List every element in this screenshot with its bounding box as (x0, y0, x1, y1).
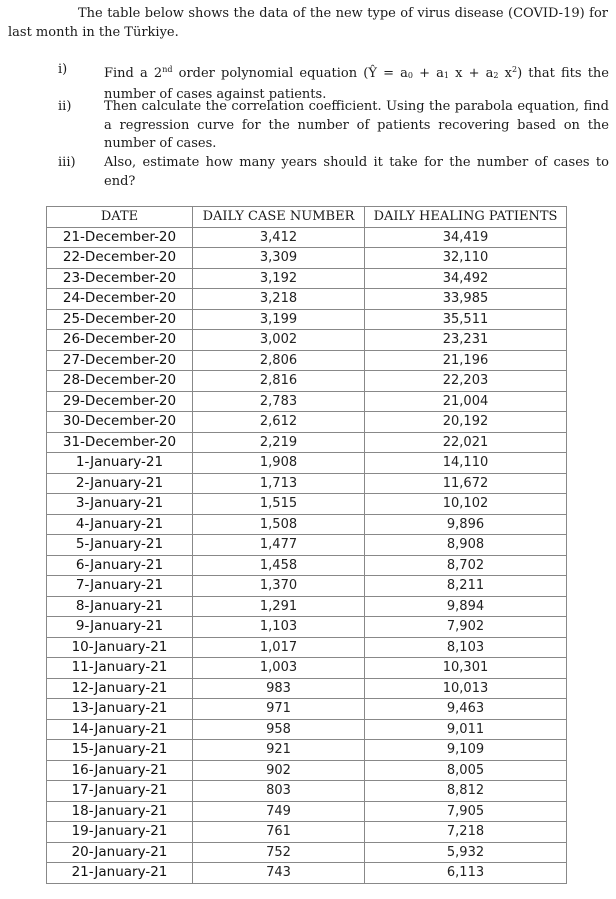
cell-daily-healing-patients: 21,196 (365, 350, 567, 371)
cell-daily-case-number: 1,458 (193, 555, 365, 576)
cell-date: 3-January-21 (47, 494, 193, 515)
table-row (47, 617, 567, 638)
cell-daily-healing-patients: 6,113 (365, 863, 567, 884)
table-row (47, 719, 567, 740)
table-row (47, 658, 567, 679)
cell-date: 17-January-21 (47, 781, 193, 802)
cell-daily-case-number: 1,908 (193, 453, 365, 474)
table-row (47, 494, 567, 515)
cell-daily-healing-patients: 8,211 (365, 576, 567, 597)
cell-date: 20-January-21 (47, 842, 193, 863)
cell-date: 5-January-21 (47, 535, 193, 556)
cell-daily-healing-patients: 8,908 (365, 535, 567, 556)
cell-date: 11-January-21 (47, 658, 193, 679)
cell-daily-healing-patients: 22,203 (365, 371, 567, 392)
intro-paragraph: The table below shows the data of the new type of virus disease (COVID-19) for last month in the Türkiye. (8, 6, 608, 40)
header-daily-case-number: DAILY CASE NUMBER (193, 207, 365, 228)
table-row (47, 535, 567, 556)
cell-daily-healing-patients: 8,103 (365, 637, 567, 658)
cell-date: 31-December-20 (47, 432, 193, 453)
table-row (47, 268, 567, 289)
cell-daily-healing-patients: 8,812 (365, 781, 567, 802)
table-header-row (47, 207, 567, 228)
table-row (47, 432, 567, 453)
cell-date: 10-January-21 (47, 637, 193, 658)
cell-daily-healing-patients: 5,932 (365, 842, 567, 863)
cell-daily-healing-patients: 9,894 (365, 596, 567, 617)
cell-daily-case-number: 2,806 (193, 350, 365, 371)
cell-date: 21-January-21 (47, 863, 193, 884)
cell-daily-healing-patients: 34,419 (365, 227, 567, 248)
question-2-number: ii) (58, 99, 72, 114)
cell-daily-healing-patients: 10,102 (365, 494, 567, 515)
table-row (47, 740, 567, 761)
cell-daily-healing-patients: 14,110 (365, 453, 567, 474)
cell-daily-healing-patients: 9,109 (365, 740, 567, 761)
cell-daily-healing-patients: 10,013 (365, 678, 567, 699)
cell-daily-case-number: 2,219 (193, 432, 365, 453)
cell-daily-case-number: 971 (193, 699, 365, 720)
table-row (47, 453, 567, 474)
cell-daily-case-number: 3,002 (193, 330, 365, 351)
table-row (47, 350, 567, 371)
question-1-number: i) (58, 62, 68, 77)
cell-date: 1-January-21 (47, 453, 193, 474)
cell-daily-case-number: 2,612 (193, 412, 365, 433)
cell-daily-case-number: 752 (193, 842, 365, 863)
cell-date: 30-December-20 (47, 412, 193, 433)
cell-date: 23-December-20 (47, 268, 193, 289)
cell-daily-case-number: 803 (193, 781, 365, 802)
table-row (47, 760, 567, 781)
cell-daily-case-number: 902 (193, 760, 365, 781)
table-row (47, 678, 567, 699)
cell-date: 24-December-20 (47, 289, 193, 310)
cell-daily-healing-patients: 35,511 (365, 309, 567, 330)
table-row (47, 822, 567, 843)
cell-date: 7-January-21 (47, 576, 193, 597)
cell-date: 8-January-21 (47, 596, 193, 617)
table-row (47, 637, 567, 658)
cell-daily-healing-patients: 7,218 (365, 822, 567, 843)
cell-daily-case-number: 2,816 (193, 371, 365, 392)
table-row (47, 371, 567, 392)
cell-date: 13-January-21 (47, 699, 193, 720)
cell-date: 27-December-20 (47, 350, 193, 371)
question-3-number: iii) (58, 155, 76, 170)
cell-date: 12-January-21 (47, 678, 193, 699)
cell-daily-case-number: 958 (193, 719, 365, 740)
cell-date: 22-December-20 (47, 248, 193, 269)
question-1-text: Find a 2nd order polynomial equation (Ŷ = a0 + a1 x + a2 $x^2$) that fits the number of cases against patients. (104, 65, 609, 102)
cell-daily-case-number: 3,199 (193, 309, 365, 330)
cell-daily-healing-patients: 7,902 (365, 617, 567, 638)
cell-daily-healing-patients: 9,463 (365, 699, 567, 720)
table-row (47, 227, 567, 248)
question-2-text: Then calculate the correlation coefficient. Using the parabola equation, find a regression curve for the number of patients recovering based on the number of cases. (104, 99, 609, 151)
table-row (47, 781, 567, 802)
table-row (47, 309, 567, 330)
cell-daily-healing-patients: 33,985 (365, 289, 567, 310)
cell-date: 16-January-21 (47, 760, 193, 781)
cell-daily-healing-patients: 23,231 (365, 330, 567, 351)
cell-daily-case-number: 921 (193, 740, 365, 761)
cell-daily-case-number: 749 (193, 801, 365, 822)
cell-date: 4-January-21 (47, 514, 193, 535)
cell-daily-case-number: 1,515 (193, 494, 365, 515)
cell-daily-healing-patients: 9,011 (365, 719, 567, 740)
cell-daily-healing-patients: 32,110 (365, 248, 567, 269)
cell-daily-case-number: 1,713 (193, 473, 365, 494)
table-row (47, 801, 567, 822)
cell-date: 21-December-20 (47, 227, 193, 248)
cell-daily-case-number: 3,218 (193, 289, 365, 310)
table-row (47, 699, 567, 720)
header-daily-healing-patients: DAILY HEALING PATIENTS (365, 207, 567, 228)
cell-date: 18-January-21 (47, 801, 193, 822)
covid-data-table (46, 206, 567, 884)
cell-daily-case-number: 1,370 (193, 576, 365, 597)
table-row (47, 391, 567, 412)
cell-daily-healing-patients: 34,492 (365, 268, 567, 289)
table-row (47, 330, 567, 351)
cell-date: 19-January-21 (47, 822, 193, 843)
cell-daily-case-number: 761 (193, 822, 365, 843)
cell-daily-case-number: 1,103 (193, 617, 365, 638)
cell-daily-case-number: 3,309 (193, 248, 365, 269)
table-row (47, 473, 567, 494)
cell-daily-healing-patients: 10,301 (365, 658, 567, 679)
cell-daily-case-number: 1,291 (193, 596, 365, 617)
table-row (47, 514, 567, 535)
cell-daily-case-number: 3,192 (193, 268, 365, 289)
cell-daily-healing-patients: 22,021 (365, 432, 567, 453)
cell-date: 26-December-20 (47, 330, 193, 351)
header-date: DATE (47, 207, 193, 228)
cell-daily-case-number: 1,477 (193, 535, 365, 556)
table-row (47, 576, 567, 597)
cell-date: 15-January-21 (47, 740, 193, 761)
cell-daily-healing-patients: 7,905 (365, 801, 567, 822)
cell-date: 2-January-21 (47, 473, 193, 494)
cell-daily-healing-patients: 8,702 (365, 555, 567, 576)
table-row (47, 596, 567, 617)
cell-daily-case-number: 983 (193, 678, 365, 699)
cell-daily-case-number: 2,783 (193, 391, 365, 412)
table-row (47, 248, 567, 269)
cell-date: 9-January-21 (47, 617, 193, 638)
cell-daily-healing-patients: 20,192 (365, 412, 567, 433)
cell-date: 29-December-20 (47, 391, 193, 412)
cell-date: 6-January-21 (47, 555, 193, 576)
table-row (47, 863, 567, 884)
table-row (47, 842, 567, 863)
cell-date: 25-December-20 (47, 309, 193, 330)
cell-daily-case-number: 1,003 (193, 658, 365, 679)
cell-daily-case-number: 1,017 (193, 637, 365, 658)
cell-daily-healing-patients: 21,004 (365, 391, 567, 412)
cell-daily-healing-patients: 9,896 (365, 514, 567, 535)
cell-daily-healing-patients: 11,672 (365, 473, 567, 494)
question-3-text: Also, estimate how many years should it take for the number of cases to end? (104, 155, 609, 189)
cell-date: 14-January-21 (47, 719, 193, 740)
cell-daily-healing-patients: 8,005 (365, 760, 567, 781)
cell-daily-case-number: 3,412 (193, 227, 365, 248)
table-row (47, 289, 567, 310)
cell-daily-case-number: 1,508 (193, 514, 365, 535)
table-row (47, 555, 567, 576)
cell-daily-case-number: 743 (193, 863, 365, 884)
table-row (47, 412, 567, 433)
cell-date: 28-December-20 (47, 371, 193, 392)
